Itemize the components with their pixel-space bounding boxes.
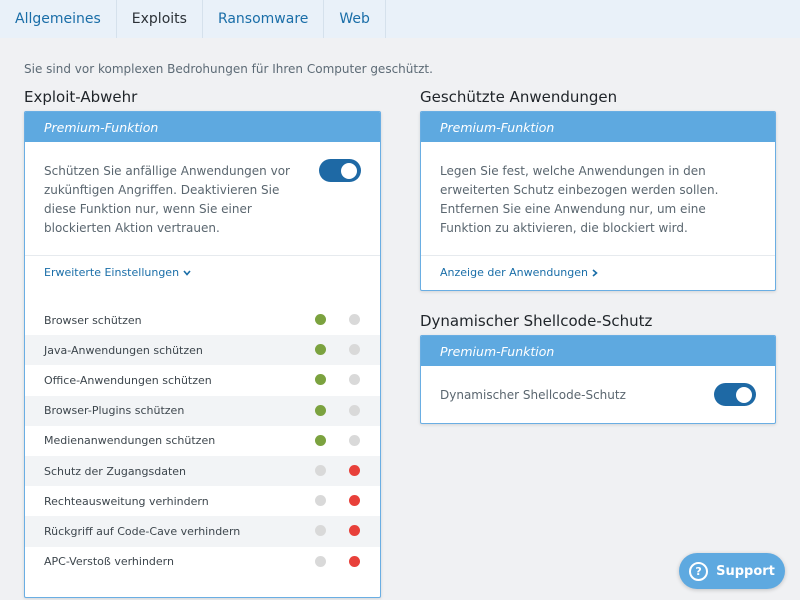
status-dot-on[interactable] xyxy=(315,556,326,567)
status-dot-off[interactable] xyxy=(349,556,360,567)
tab-allgemeines[interactable]: Allgemeines xyxy=(0,0,117,38)
status-dot-on[interactable] xyxy=(315,344,326,355)
status-message: Sie sind vor komplexen Bedrohungen für Ihren Computer geschützt. xyxy=(24,62,433,76)
chevron-down-icon xyxy=(183,270,191,276)
support-label: Support xyxy=(716,563,775,579)
premium-badge: Premium-Funktion xyxy=(25,112,380,142)
status-dot-off[interactable] xyxy=(349,344,360,355)
row-label: Java-Anwendungen schützen xyxy=(44,343,203,357)
status-dot-off[interactable] xyxy=(349,495,360,506)
table-row xyxy=(25,456,380,486)
status-dot-off[interactable] xyxy=(349,465,360,476)
exploit-settings-list xyxy=(25,305,380,577)
show-apps-link[interactable] xyxy=(440,266,598,279)
premium-badge: Premium-Funktion xyxy=(421,112,775,142)
row-label: Rückgriff auf Code-Cave verhindern xyxy=(44,524,241,538)
advanced-settings-label: Erweiterte Einstellungen xyxy=(44,266,180,279)
row-label: Office-Anwendungen schützen xyxy=(44,373,212,387)
status-dot-on[interactable] xyxy=(315,525,326,536)
row-label: Medienanwendungen schützen xyxy=(44,434,216,448)
support-button[interactable] xyxy=(679,553,785,589)
tab-web[interactable]: Web xyxy=(324,0,386,38)
table-row xyxy=(25,426,380,456)
protected-apps-card xyxy=(420,111,776,291)
help-icon: ? xyxy=(689,562,708,581)
status-dot-on[interactable] xyxy=(315,495,326,506)
shellcode-card xyxy=(420,335,776,424)
row-label: Browser schützen xyxy=(44,313,142,327)
show-apps-label: Anzeige der Anwendungen xyxy=(440,266,588,279)
protected-apps-description: Legen Sie fest, welche Anwendungen in den erweiterten Schutz einbezogen werden sollen. Entfernen Sie eine Anwendung nur, um eine Funktion zu aktivieren, die blockiert wird. xyxy=(440,164,719,235)
table-row xyxy=(25,365,380,395)
row-label: Schutz der Zugangsdaten xyxy=(44,464,187,478)
status-dot-on[interactable] xyxy=(315,314,326,325)
tab-exploits[interactable]: Exploits xyxy=(117,0,203,38)
status-dot-on[interactable] xyxy=(315,435,326,446)
row-label: Browser-Plugins schützen xyxy=(44,404,185,418)
table-row xyxy=(25,486,380,516)
table-row xyxy=(25,335,380,365)
tab-bar xyxy=(0,0,800,38)
status-dot-off[interactable] xyxy=(349,405,360,416)
status-dot-off[interactable] xyxy=(349,435,360,446)
row-label: APC-Verstoß verhindern xyxy=(44,555,174,569)
status-dot-off[interactable] xyxy=(349,314,360,325)
chevron-right-icon xyxy=(592,269,598,277)
row-label: Rechteausweitung verhindern xyxy=(44,494,209,508)
protected-apps-title: Geschützte Anwendungen xyxy=(420,88,618,106)
exploit-description: Schützen Sie anfällige Anwendungen vor zukünftigen Angriffen. Deaktivieren Sie diese Funktion nur, wenn Sie einer blockierten Aktion vertrauen. xyxy=(44,164,290,235)
status-dot-off[interactable] xyxy=(349,374,360,385)
exploit-card xyxy=(24,111,381,598)
status-dot-on[interactable] xyxy=(315,405,326,416)
table-row xyxy=(25,547,380,577)
table-row xyxy=(25,396,380,426)
status-dot-on[interactable] xyxy=(315,465,326,476)
table-row xyxy=(25,516,380,546)
shellcode-label: Dynamischer Shellcode-Schutz xyxy=(440,388,626,402)
exploit-section-title: Exploit-Abwehr xyxy=(24,88,138,106)
exploit-toggle[interactable] xyxy=(319,159,361,182)
shellcode-toggle[interactable] xyxy=(714,383,756,406)
table-row xyxy=(25,305,380,335)
status-dot-on[interactable] xyxy=(315,374,326,385)
premium-badge: Premium-Funktion xyxy=(421,336,775,366)
tab-ransomware[interactable]: Ransomware xyxy=(203,0,324,38)
advanced-settings-link[interactable] xyxy=(44,266,191,279)
shellcode-section-title: Dynamischer Shellcode-Schutz xyxy=(420,312,653,330)
status-dot-off[interactable] xyxy=(349,525,360,536)
